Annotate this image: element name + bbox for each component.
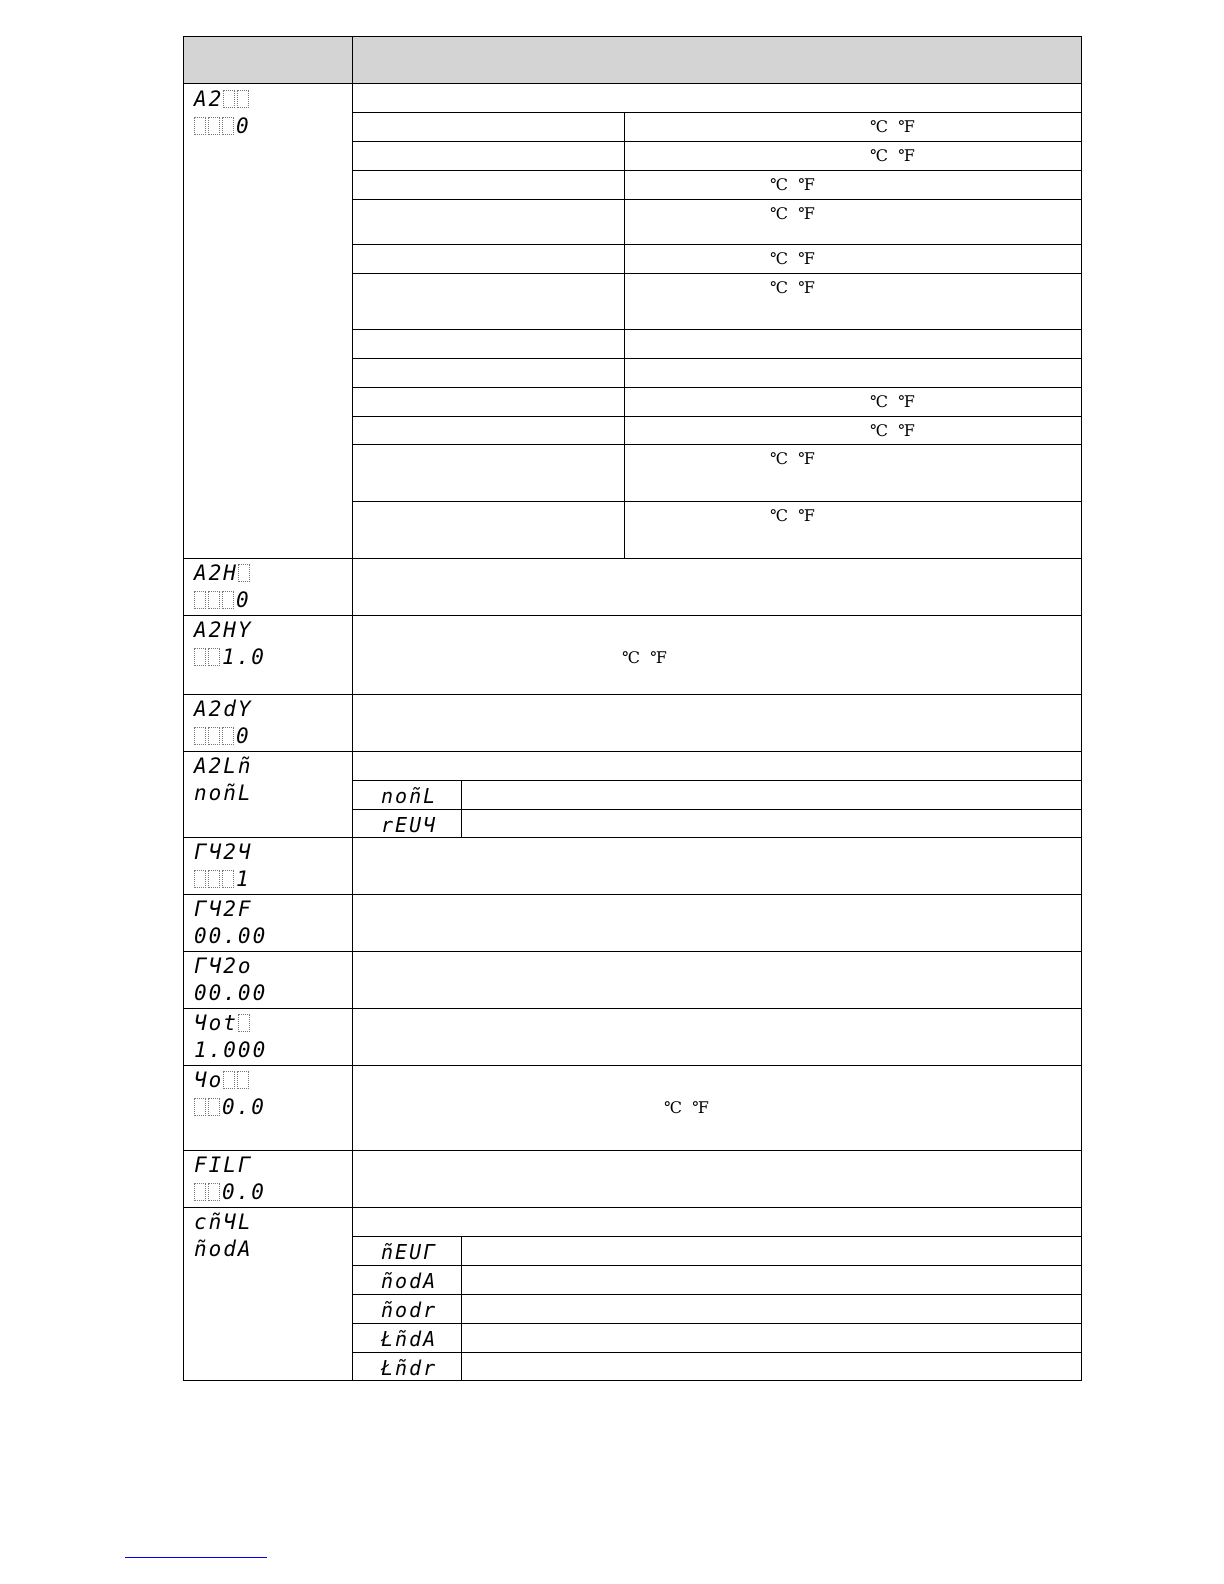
row-separator — [184, 558, 1081, 559]
unit-symbol: ℃ ℉ — [770, 204, 815, 223]
param-code-a2hy — [194, 618, 253, 642]
unit-symbol: ℃ ℉ — [870, 392, 915, 411]
param-code-rs2o — [194, 954, 253, 978]
row-separator — [184, 1008, 1081, 1009]
param-code-a2dy — [194, 697, 253, 721]
unit-symbol: ℃ ℉ — [770, 278, 815, 297]
row-separator — [184, 694, 1081, 695]
param-value-text: 0.0 — [222, 1180, 266, 1204]
param-code-text: A2dY — [194, 697, 253, 721]
column-divider — [352, 37, 353, 1380]
blank-digit — [194, 727, 206, 745]
row-separator — [184, 1065, 1081, 1066]
param-code-text: FILΓ — [194, 1153, 253, 1177]
row-separator — [184, 751, 1081, 752]
blank-digit — [222, 727, 234, 745]
subrow-separator — [353, 1236, 1081, 1237]
subrow-separator — [353, 329, 1081, 330]
param-value-cmsl — [194, 1237, 253, 1261]
param-code-text: A2Lñ — [194, 754, 253, 778]
param-code-a2lm — [194, 754, 253, 778]
row-separator — [184, 1207, 1081, 1208]
row-separator — [184, 951, 1081, 952]
param-value-text: 1 — [236, 867, 251, 891]
param-code-text: Чo — [194, 1068, 224, 1092]
param-code-sot — [194, 1011, 252, 1035]
cmsl-option-4: ŁñdA — [381, 1327, 438, 1351]
param-value-sot — [194, 1038, 267, 1062]
blank-digit — [208, 1183, 220, 1201]
param-code-text: ΓЧ2Ч — [194, 840, 253, 864]
blank-digit — [208, 591, 220, 609]
param-code-text: ΓЧ2o — [194, 954, 253, 978]
subrow-separator — [353, 199, 1081, 200]
blank-digit — [223, 1071, 235, 1089]
param-value-text: 0 — [236, 588, 251, 612]
param-value-text: 1.0 — [222, 645, 266, 669]
unit-symbol: ℃ ℉ — [664, 1098, 709, 1117]
param-value-text: 1.000 — [194, 1038, 268, 1062]
subrow-separator — [353, 780, 1081, 781]
param-value-text: ñodA — [194, 1237, 253, 1261]
unit-symbol: ℃ ℉ — [870, 117, 915, 136]
blank-digit — [223, 90, 235, 108]
unit-symbol: ℃ ℉ — [770, 506, 815, 525]
blank-digit — [237, 1071, 249, 1089]
param-value-a2h — [194, 588, 251, 612]
a2lm-option-reverse: rEUЧ — [381, 813, 438, 837]
cmsl-option-2: ñodA — [381, 1269, 438, 1293]
unit-symbol: ℃ ℉ — [870, 146, 915, 165]
param-code-text: A2H — [194, 561, 238, 585]
row-separator — [184, 615, 1081, 616]
blank-digit — [194, 648, 206, 666]
subrow-separator — [353, 809, 1081, 810]
param-value-text: noñL — [194, 781, 253, 805]
header-cell-description — [353, 37, 1081, 84]
param-code-a2 — [194, 87, 251, 111]
subrow-separator — [353, 141, 1081, 142]
param-code-cmsl — [194, 1210, 253, 1234]
subrow-separator — [353, 358, 1081, 359]
unit-symbol: ℃ ℉ — [622, 648, 667, 667]
param-code-rs2f — [194, 897, 253, 921]
param-code-text: cñЧL — [194, 1210, 253, 1234]
param-code-text: A2HY — [194, 618, 253, 642]
row-separator — [184, 894, 1081, 895]
subrow-separator — [353, 112, 1081, 113]
param-code-text: ΓЧ2F — [194, 897, 253, 921]
row-separator — [184, 1150, 1081, 1151]
blank-digit — [194, 591, 206, 609]
param-value-rs2f — [194, 924, 267, 948]
param-code-so — [194, 1068, 251, 1092]
a2lm-option-normal: noñL — [381, 784, 438, 808]
param-value-a2dy — [194, 724, 251, 748]
subrow-separator — [353, 1323, 1081, 1324]
blank-digit — [194, 1183, 206, 1201]
subcolumn-divider — [461, 1236, 462, 1380]
subcolumn-divider — [461, 780, 462, 837]
blank-digit — [194, 870, 206, 888]
param-value-a2 — [194, 114, 251, 138]
subrow-separator — [353, 1352, 1081, 1353]
cmsl-option-3: ñodr — [381, 1298, 438, 1322]
param-value-rs2s — [194, 867, 251, 891]
subrow-separator — [353, 1294, 1081, 1295]
blank-digit — [237, 90, 249, 108]
subrow-separator — [353, 444, 1081, 445]
blank-digit — [194, 1098, 206, 1116]
subrow-separator — [353, 387, 1081, 388]
blank-digit — [208, 1098, 220, 1116]
blank-digit — [238, 564, 250, 582]
subrow-separator — [353, 1265, 1081, 1266]
header-cell-parameter — [184, 37, 352, 84]
subrow-separator — [353, 416, 1081, 417]
unit-symbol: ℃ ℉ — [770, 175, 815, 194]
blank-digit — [208, 648, 220, 666]
param-value-text: 0 — [236, 724, 251, 748]
blank-digit — [208, 727, 220, 745]
param-code-filt — [194, 1153, 253, 1177]
subrow-separator — [353, 501, 1081, 502]
param-value-text: 0.0 — [222, 1095, 266, 1119]
unit-symbol: ℃ ℉ — [770, 449, 815, 468]
subrow-separator — [353, 244, 1081, 245]
param-value-rs2o — [194, 981, 267, 1005]
blank-digit — [222, 591, 234, 609]
param-code-text: A2 — [194, 87, 224, 111]
param-value-filt — [194, 1180, 266, 1204]
subrow-separator — [353, 170, 1081, 171]
param-code-rs2s — [194, 840, 253, 864]
blank-digit — [238, 1014, 250, 1032]
param-value-a2lm — [194, 781, 253, 805]
param-value-text: 0 — [236, 114, 251, 138]
footer-link-underline — [125, 1557, 267, 1558]
param-value-a2hy — [194, 645, 266, 669]
subrow-separator — [353, 273, 1081, 274]
blank-digit — [194, 117, 206, 135]
blank-digit — [208, 117, 220, 135]
blank-digit — [222, 117, 234, 135]
unit-symbol: ℃ ℉ — [870, 421, 915, 440]
blank-digit — [222, 870, 234, 888]
param-code-a2h — [194, 561, 252, 585]
param-value-so — [194, 1095, 266, 1119]
parameter-table — [183, 36, 1082, 1381]
param-code-text: Чot — [194, 1011, 238, 1035]
row-separator — [184, 837, 1081, 838]
unit-symbol: ℃ ℉ — [770, 249, 815, 268]
param-value-text: 00.00 — [194, 981, 268, 1005]
cmsl-option-5: Łñdr — [381, 1356, 438, 1380]
cmsl-option-1: ñEUΓ — [381, 1240, 438, 1264]
subcolumn-divider — [624, 112, 625, 558]
param-value-text: 00.00 — [194, 924, 268, 948]
blank-digit — [208, 870, 220, 888]
